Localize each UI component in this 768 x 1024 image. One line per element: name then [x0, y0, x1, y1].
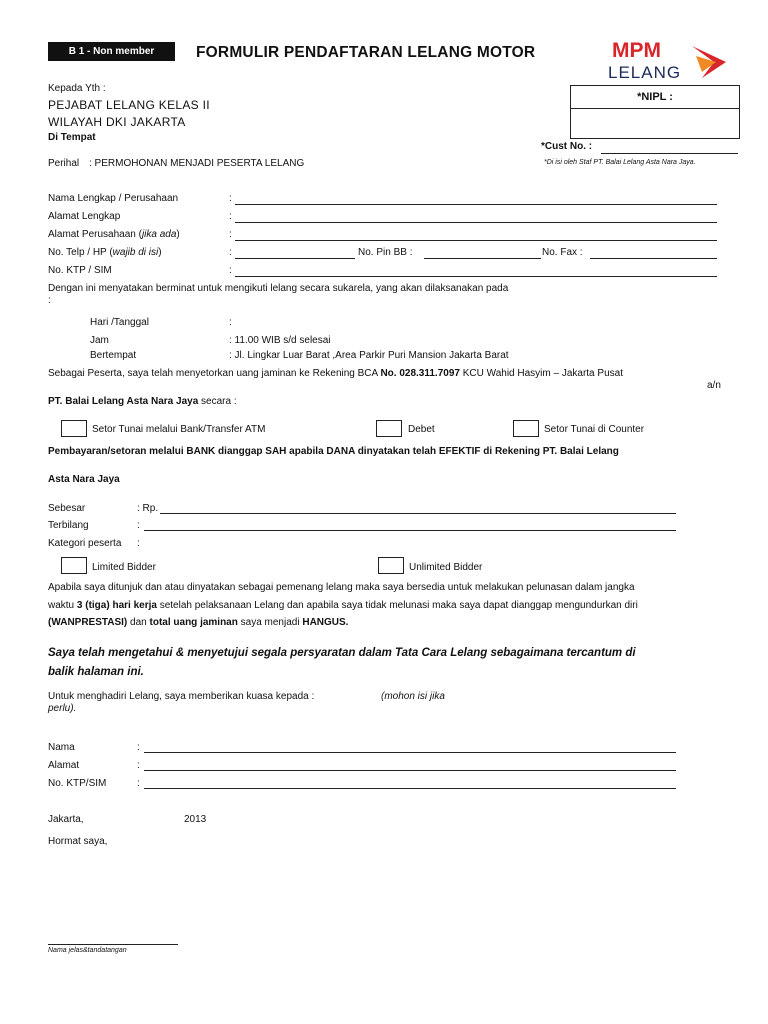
terbilang-field[interactable] — [144, 530, 676, 531]
telp-label: No. Telp / HP (wajib di isi) — [48, 247, 162, 258]
kepada-label: Kepada Yth : — [48, 83, 106, 94]
sebesar-field[interactable] — [160, 513, 676, 514]
logo-mpm-text: MPM — [612, 39, 661, 62]
hari-label: Hari /Tanggal — [90, 317, 149, 328]
proxy-note-line1: (mohon isi jika — [381, 691, 445, 702]
checkbox-setor-tunai-counter[interactable] — [513, 420, 539, 437]
tempat-value: : Jl. Lingkar Luar Barat ,Area Parkir Puri Mansion Jakarta Barat — [229, 350, 509, 361]
closing-city: Jakarta, — [48, 814, 84, 825]
deposit-an: a/n — [707, 380, 721, 391]
terbilang-colon: : — [137, 520, 140, 531]
agreement-line2: balik halaman ini. — [48, 666, 144, 678]
mpm-lelang-logo — [606, 38, 730, 82]
form-code-badge: B 1 - Non member — [48, 42, 175, 61]
unlimited-bidder-label: Unlimited Bidder — [409, 562, 483, 573]
proxy-note-line2: perlu). — [48, 703, 77, 714]
bank-note-line2: Asta Nara Jaya — [48, 474, 120, 485]
alamat-field[interactable] — [235, 222, 717, 223]
pin-bb-label: No. Pin BB : — [358, 247, 413, 258]
addressee-line1: PEJABAT LELANG KELAS II — [48, 98, 210, 112]
proxy-alamat-field[interactable] — [144, 770, 676, 771]
di-tempat-label: Di Tempat — [48, 132, 96, 143]
nama-field[interactable] — [235, 204, 717, 205]
telp-colon: : — [229, 247, 232, 258]
signature-caption: Nama jelas&tandatangan — [48, 947, 127, 954]
option-setor-tunai-bank-label: Setor Tunai melalui Bank/Transfer ATM — [92, 424, 266, 435]
proxy-ktp-label: No. KTP/SIM — [48, 778, 107, 789]
alamat-label: Alamat Lengkap — [48, 211, 121, 222]
addressee-line2: WILAYAH DKI JAKARTA — [48, 115, 186, 129]
nama-label: Nama Lengkap / Perusahaan — [48, 193, 179, 204]
cust-no-label: *Cust No. : — [541, 141, 593, 152]
perihal-value: : PERMOHONAN MENJADI PESERTA LELANG — [89, 158, 305, 169]
rp-label: : Rp. — [137, 503, 159, 514]
logo-graphic — [606, 38, 730, 82]
form-title: FORMULIR PENDAFTARAN LELANG MOTOR — [196, 44, 536, 61]
ktp-colon: : — [229, 265, 232, 276]
tempat-label: Bertempat — [90, 350, 137, 361]
alamat-colon: : — [229, 211, 232, 222]
winner-line1: Apabila saya ditunjuk dan atau dinyatakan sebagai pemenang lelang maka saya bersedia untuk melakukan pelunasan dalam jangka — [48, 582, 635, 593]
cust-no-line[interactable] — [601, 153, 738, 154]
proxy-intro: Untuk menghadiri Lelang, saya memberikan kuasa kepada : — [48, 691, 315, 702]
ktp-label: No. KTP / SIM — [48, 265, 112, 276]
proxy-alamat-colon: : — [137, 760, 140, 771]
nama-colon: : — [229, 193, 232, 204]
terbilang-label: Terbilang — [48, 520, 89, 531]
kategori-label: Kategori peserta — [48, 538, 122, 549]
checkbox-unlimited-bidder[interactable] — [378, 557, 404, 574]
option-setor-tunai-counter-label: Setor Tunai di Counter — [544, 424, 645, 435]
alamat-perusahaan-colon: : — [229, 229, 232, 240]
proxy-nama-field[interactable] — [144, 752, 676, 753]
closing-year: 2013 — [184, 814, 207, 825]
pin-bb-field[interactable] — [424, 258, 541, 259]
limited-bidder-label: Limited Bidder — [92, 562, 156, 573]
nipl-label: *NIPL : — [571, 86, 739, 109]
winner-line3: (WANPRESTASI) dan total uang jaminan saya menjadi HANGUS. — [48, 617, 349, 628]
winner-line2: waktu 3 (tiga) hari kerja setelah pelaksanaan Lelang dan apabila saya tidak melunasi maka saya dapat dianggap mengundurkan diri — [48, 600, 638, 611]
kategori-colon: : — [137, 538, 140, 549]
checkbox-setor-tunai-bank[interactable] — [61, 420, 87, 437]
checkbox-debet[interactable] — [376, 420, 402, 437]
telp-field[interactable] — [235, 258, 355, 259]
jam-label: Jam — [90, 335, 109, 346]
alamat-perusahaan-field[interactable] — [235, 240, 717, 241]
checkbox-limited-bidder[interactable] — [61, 557, 87, 574]
proxy-nama-colon: : — [137, 742, 140, 753]
closing-hormat: Hormat saya, — [48, 836, 108, 847]
statement-line1: Dengan ini menyatakan berminat untuk mengikuti lelang secara sukarela, yang akan dilaksanakan pada — [48, 283, 509, 294]
perihal-label: Perihal — [48, 158, 80, 169]
staff-note: *Di isi oleh Staf PT. Balai Lelang Asta Nara Jaya. — [544, 159, 696, 166]
ktp-field[interactable] — [235, 276, 717, 277]
fax-label: No. Fax : — [542, 247, 583, 258]
proxy-alamat-label: Alamat — [48, 760, 80, 771]
option-debet-label: Debet — [408, 424, 435, 435]
proxy-nama-label: Nama — [48, 742, 75, 753]
nipl-box[interactable] — [570, 85, 740, 139]
proxy-ktp-colon: : — [137, 778, 140, 789]
proxy-ktp-field[interactable] — [144, 788, 676, 789]
deposit-text: Sebagai Peserta, saya telah menyetorkan uang jaminan ke Rekening BCA No. 028.311.7097 KCU Wahid Hasyim – Jakarta Pusat — [48, 368, 623, 379]
deposit-company: PT. Balai Lelang Asta Nara Jaya secara : — [48, 396, 237, 407]
hari-value: : — [229, 317, 232, 328]
jam-value: : 11.00 WIB s/d selesai — [229, 335, 331, 346]
statement-line2: : — [48, 295, 51, 306]
fax-field[interactable] — [590, 258, 717, 259]
sebesar-label: Sebesar — [48, 503, 86, 514]
logo-lelang-text: LELANG — [608, 63, 682, 82]
bank-note-line1: Pembayaran/setoran melalui BANK dianggap SAH apabila DANA dinyatakan telah EFEKTIF di Rekening PT. Balai Lelang — [48, 446, 619, 457]
signature-line[interactable] — [48, 944, 178, 945]
agreement-line1: Saya telah mengetahui & menyetujui segala persyaratan dalam Tata Cara Lelang sebagaimana tercantum di — [48, 647, 636, 659]
alamat-perusahaan-label: Alamat Perusahaan (jika ada) — [48, 229, 180, 240]
